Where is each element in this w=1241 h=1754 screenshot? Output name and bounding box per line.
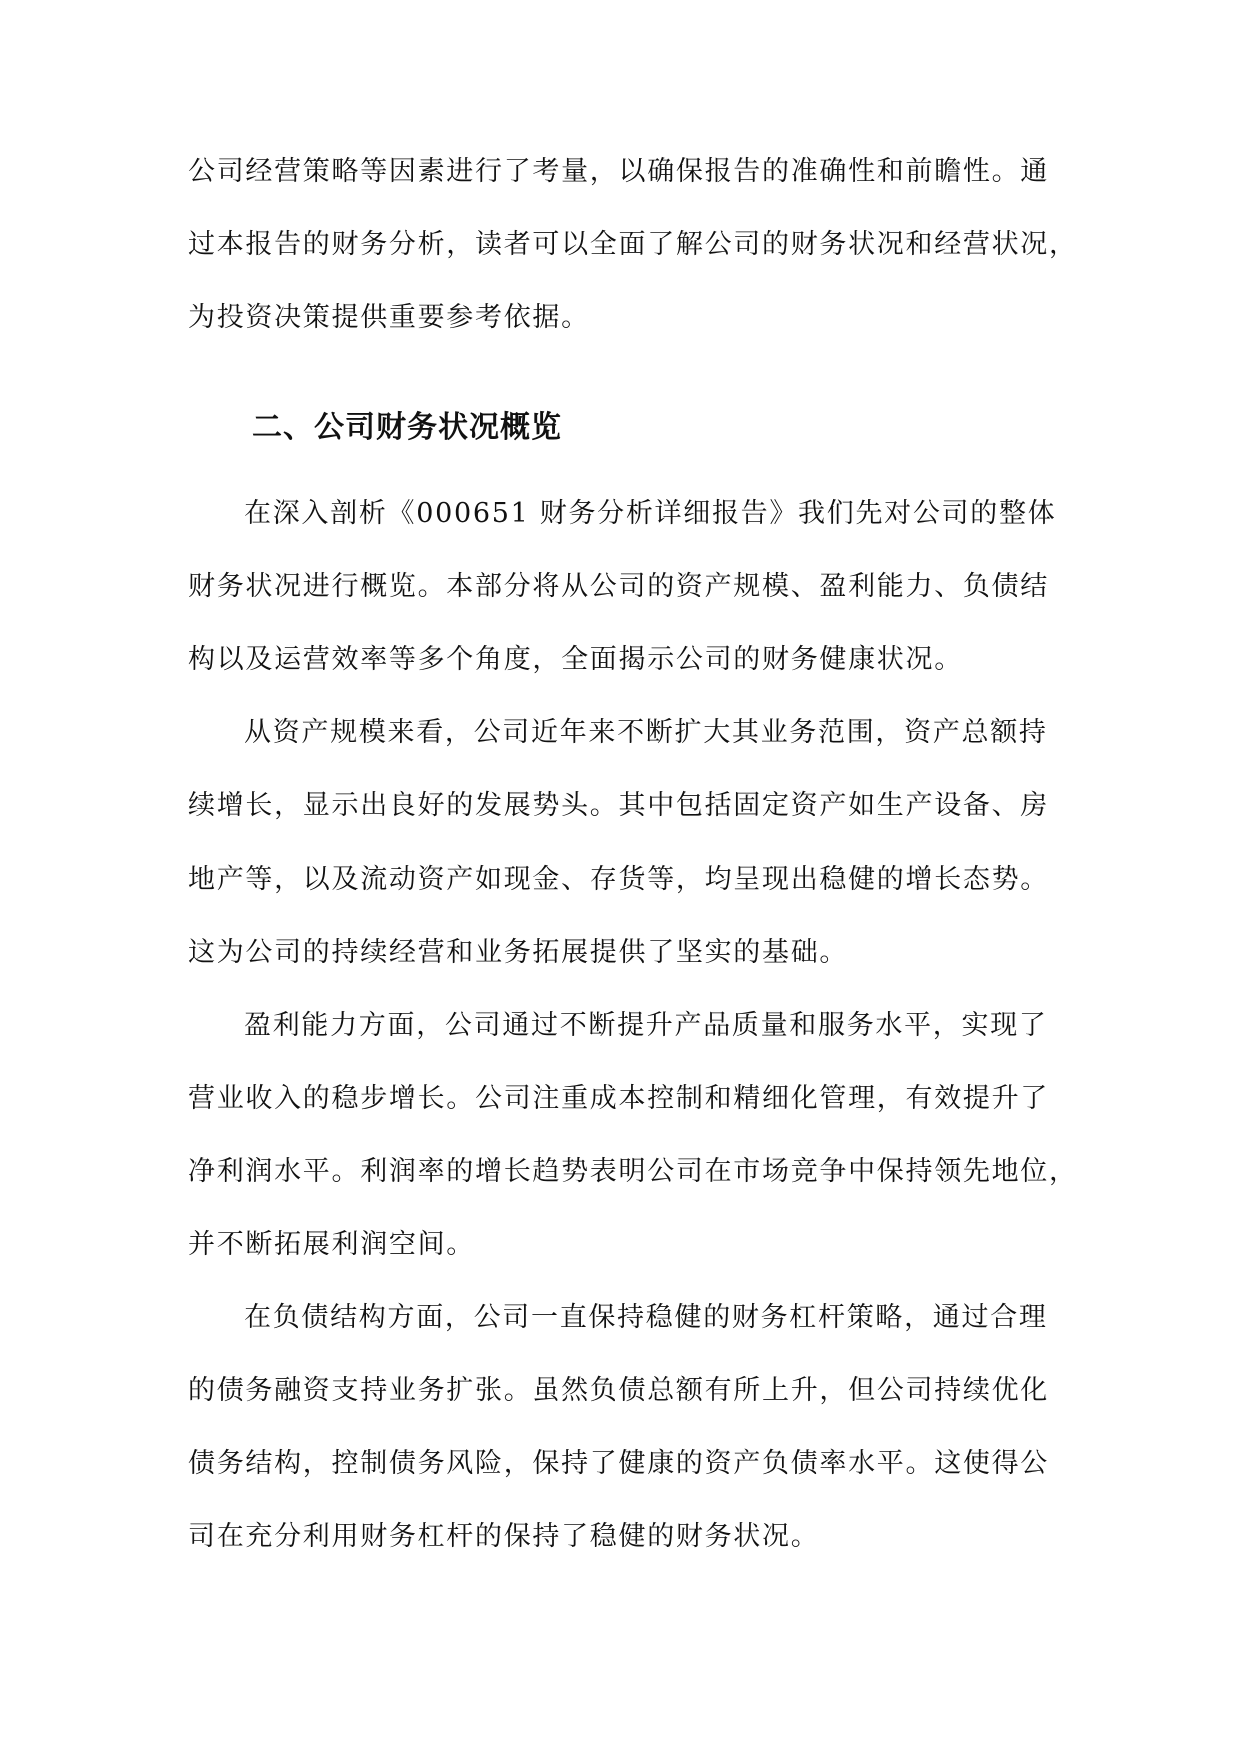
paragraph-4-line-3: 债务结构，控制债务风险，保持了健康的资产负债率水平。这使得公 <box>188 1448 1049 1479</box>
section-heading: 二、公司财务状况概览 <box>252 410 562 445</box>
paragraph-4-line-4: 司在充分利用财务杠杆的保持了稳健的财务状况。 <box>188 1521 820 1552</box>
paragraph-3-line-2: 营业收入的稳步增长。公司注重成本控制和精细化管理，有效提升了 <box>188 1083 1049 1114</box>
paragraph-4-line-2: 的债务融资支持业务扩张。虽然负债总额有所上升，但公司持续优化 <box>188 1375 1049 1406</box>
paragraph-3-line-4: 并不断拓展利润空间。 <box>188 1229 475 1260</box>
paragraph-2-line-3: 地产等，以及流动资产如现金、存货等，均呈现出稳健的增长态势。 <box>188 864 1049 895</box>
paragraph-4-line-1: 在负债结构方面，公司一直保持稳健的财务杠杆策略，通过合理 <box>244 1302 1048 1333</box>
paragraph-2-line-4: 这为公司的持续经营和业务拓展提供了坚实的基础。 <box>188 937 849 968</box>
paragraph-2-line-2: 续增长，显示出良好的发展势头。其中包括固定资产如生产设备、房 <box>188 790 1049 821</box>
paragraph-1-line-1: 在深入剖析《000651 财务分析详细报告》我们先对公司的整体 <box>244 498 1057 529</box>
paragraph-2-line-1: 从资产规模来看，公司近年来不断扩大其业务范围，资产总额持 <box>244 717 1048 748</box>
paragraph-3-line-1: 盈利能力方面，公司通过不断提升产品质量和服务水平，实现了 <box>244 1010 1048 1041</box>
paragraph-1-line-3: 构以及运营效率等多个角度，全面揭示公司的财务健康状况。 <box>188 644 963 675</box>
intro-line-1: 公司经营策略等因素进行了考量，以确保报告的准确性和前瞻性。通 <box>188 156 1049 187</box>
intro-line-2: 过本报告的财务分析，读者可以全面了解公司的财务状况和经营状况， <box>188 229 1078 260</box>
paragraph-1-line-2: 财务状况进行概览。本部分将从公司的资产规模、盈利能力、负债结 <box>188 571 1049 602</box>
intro-line-3: 为投资决策提供重要参考依据。 <box>188 302 590 333</box>
paragraph-3-line-3: 净利润水平。利润率的增长趋势表明公司在市场竞争中保持领先地位， <box>188 1156 1078 1187</box>
